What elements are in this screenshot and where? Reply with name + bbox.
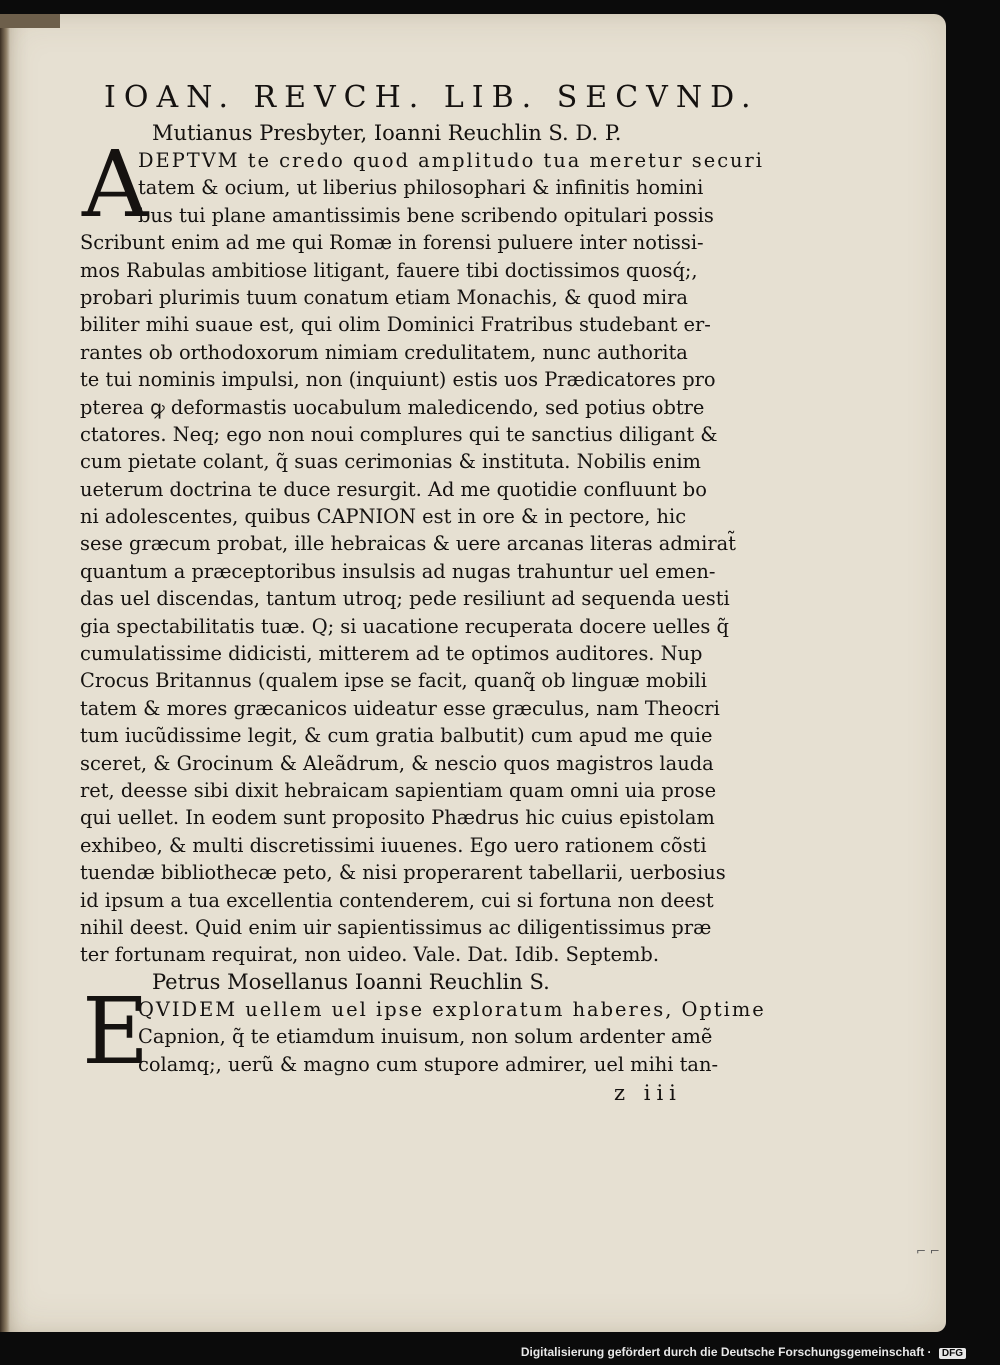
text-line: rantes ob orthodoxorum nimiam credulitatem, nunc authorita — [80, 340, 688, 364]
text-line: QVIDEM uellem uel ipse exploratum haberes, Optime — [138, 997, 766, 1021]
text-line: DEPTVM te credo quod amplitudo tua meretur securi — [138, 149, 765, 172]
text-line: tum iucũdissime legit, & cum gratia balbutit) cum apud me quie — [80, 724, 713, 748]
text-line: probari plurimis tuum conatum etiam Monachis, & quod mira — [80, 285, 688, 309]
text-line: cum pietate colant, q̃ suas cerimonias & instituta. Nobilis enim — [80, 450, 701, 474]
book-page — [0, 14, 946, 1332]
letter1-heading: Mutianus Presbyter, Ioanni Reuchlin S. D. P. — [152, 121, 622, 145]
text-line: ter fortunam requirat, non uideo. Vale. Dat. Idib. Septemb. — [80, 943, 659, 967]
text-line: das uel discendas, tantum utroq; pede resiliunt ad sequenda uesti — [80, 587, 730, 611]
text-line: mos Rabulas ambitiose litigant, fauere tibi doctissimos quosq́;, — [80, 258, 698, 282]
text-line: tatem & mores græcanicos uideatur esse græculus, nam Theocri — [80, 696, 720, 720]
signature-mark: z iii — [614, 1080, 682, 1105]
letter2-heading: Petrus Mosellanus Ioanni Reuchlin S. — [152, 969, 550, 994]
text-line: qui uellet. In eodem sunt proposito Phædrus hic cuius epistolam — [80, 806, 715, 830]
text-line: exhibeo, & multi discretissimi iuuenes. Ego uero rationem cõsti — [80, 833, 707, 857]
text-line: ctatores. Neq; ego non noui complures qui te sanctius diligant & — [80, 422, 718, 446]
text-line: colamq;, uerũ & magno cum stupore admirer, uel mihi tan- — [138, 1052, 719, 1076]
text-line: pterea ꝙ deformastis uocabulum maledicendo, sed potius obtre — [80, 395, 705, 419]
letter2-initial: E — [82, 977, 150, 1085]
book-spine — [0, 14, 10, 1332]
text-line: ni adolescentes, quibus CAPNION est in ore & in pectore, hic — [80, 505, 687, 529]
text-line: bus tui plane amantissimis bene scribendo opitulari possis — [138, 203, 714, 227]
text-line: te tui nominis impulsi, non (inquiunt) estis uos Prædicatores pro — [80, 368, 716, 392]
text-line: Crocus Britannus (qualem ipse se facit, quanq̃ ob linguæ mobili — [80, 669, 707, 693]
letter1-initial: A — [82, 131, 149, 238]
text-line: quantum a præceptoribus insulsis ad nugas trahuntur uel emen- — [80, 559, 716, 583]
text-line: ueterum doctrina te duce resurgit. Ad me quotidie confluunt bo — [80, 477, 707, 501]
text-line: Scribunt enim ad me qui Romæ in forensi puluere inter notissi- — [80, 231, 704, 255]
text-line: nihil deest. Quid enim uir sapientissimus ac diligentissimus præ — [80, 915, 712, 939]
text-line: sese græcum probat, ille hebraicas & uere arcanas literas admirat̃ — [80, 532, 736, 556]
binding-strip — [0, 14, 60, 28]
text-line: sceret, & Grocinum & Aleãdrum, & nescio quos magistros lauda — [80, 751, 714, 775]
text-line: tuendæ bibliothecæ peto, & nisi properarent tabellarii, uerbosius — [80, 861, 726, 885]
footer-text: Digitalisierung gefördert durch die Deutsche Forschungsgemeinschaft · — [520, 1345, 932, 1359]
text-line: tatem & ocium, ut liberius philosophari & infinitis homini — [138, 176, 704, 200]
page-text — [80, 76, 766, 1108]
text-line: gia spectabilitatis tuæ. Q; si uacatione recuperata docere uelles q̃ — [80, 614, 729, 638]
running-head: IOAN. REVCH. LIB. SECVND. — [104, 80, 759, 115]
text-line: id ipsum a tua excellentia contenderem, cui si fortuna non deest — [80, 888, 714, 912]
edge-mark: ⌐ ⌐ — [916, 1244, 940, 1258]
text-line: Capnion, q̃ te etiamdum inuisum, non solum ardenter amẽ — [138, 1025, 713, 1049]
text-line: biliter mihi suaue est, qui olim Dominici Fratribus studebant er- — [80, 313, 711, 337]
digitization-footer — [521, 1345, 966, 1359]
text-line: ret, deesse sibi dixit hebraicam sapientiam quam omni uia prose — [80, 778, 717, 802]
dfg-logo: DFG — [939, 1348, 966, 1359]
text-line: cumulatissime didicisti, mitterem ad te optimos auditores. Nup — [80, 642, 703, 666]
